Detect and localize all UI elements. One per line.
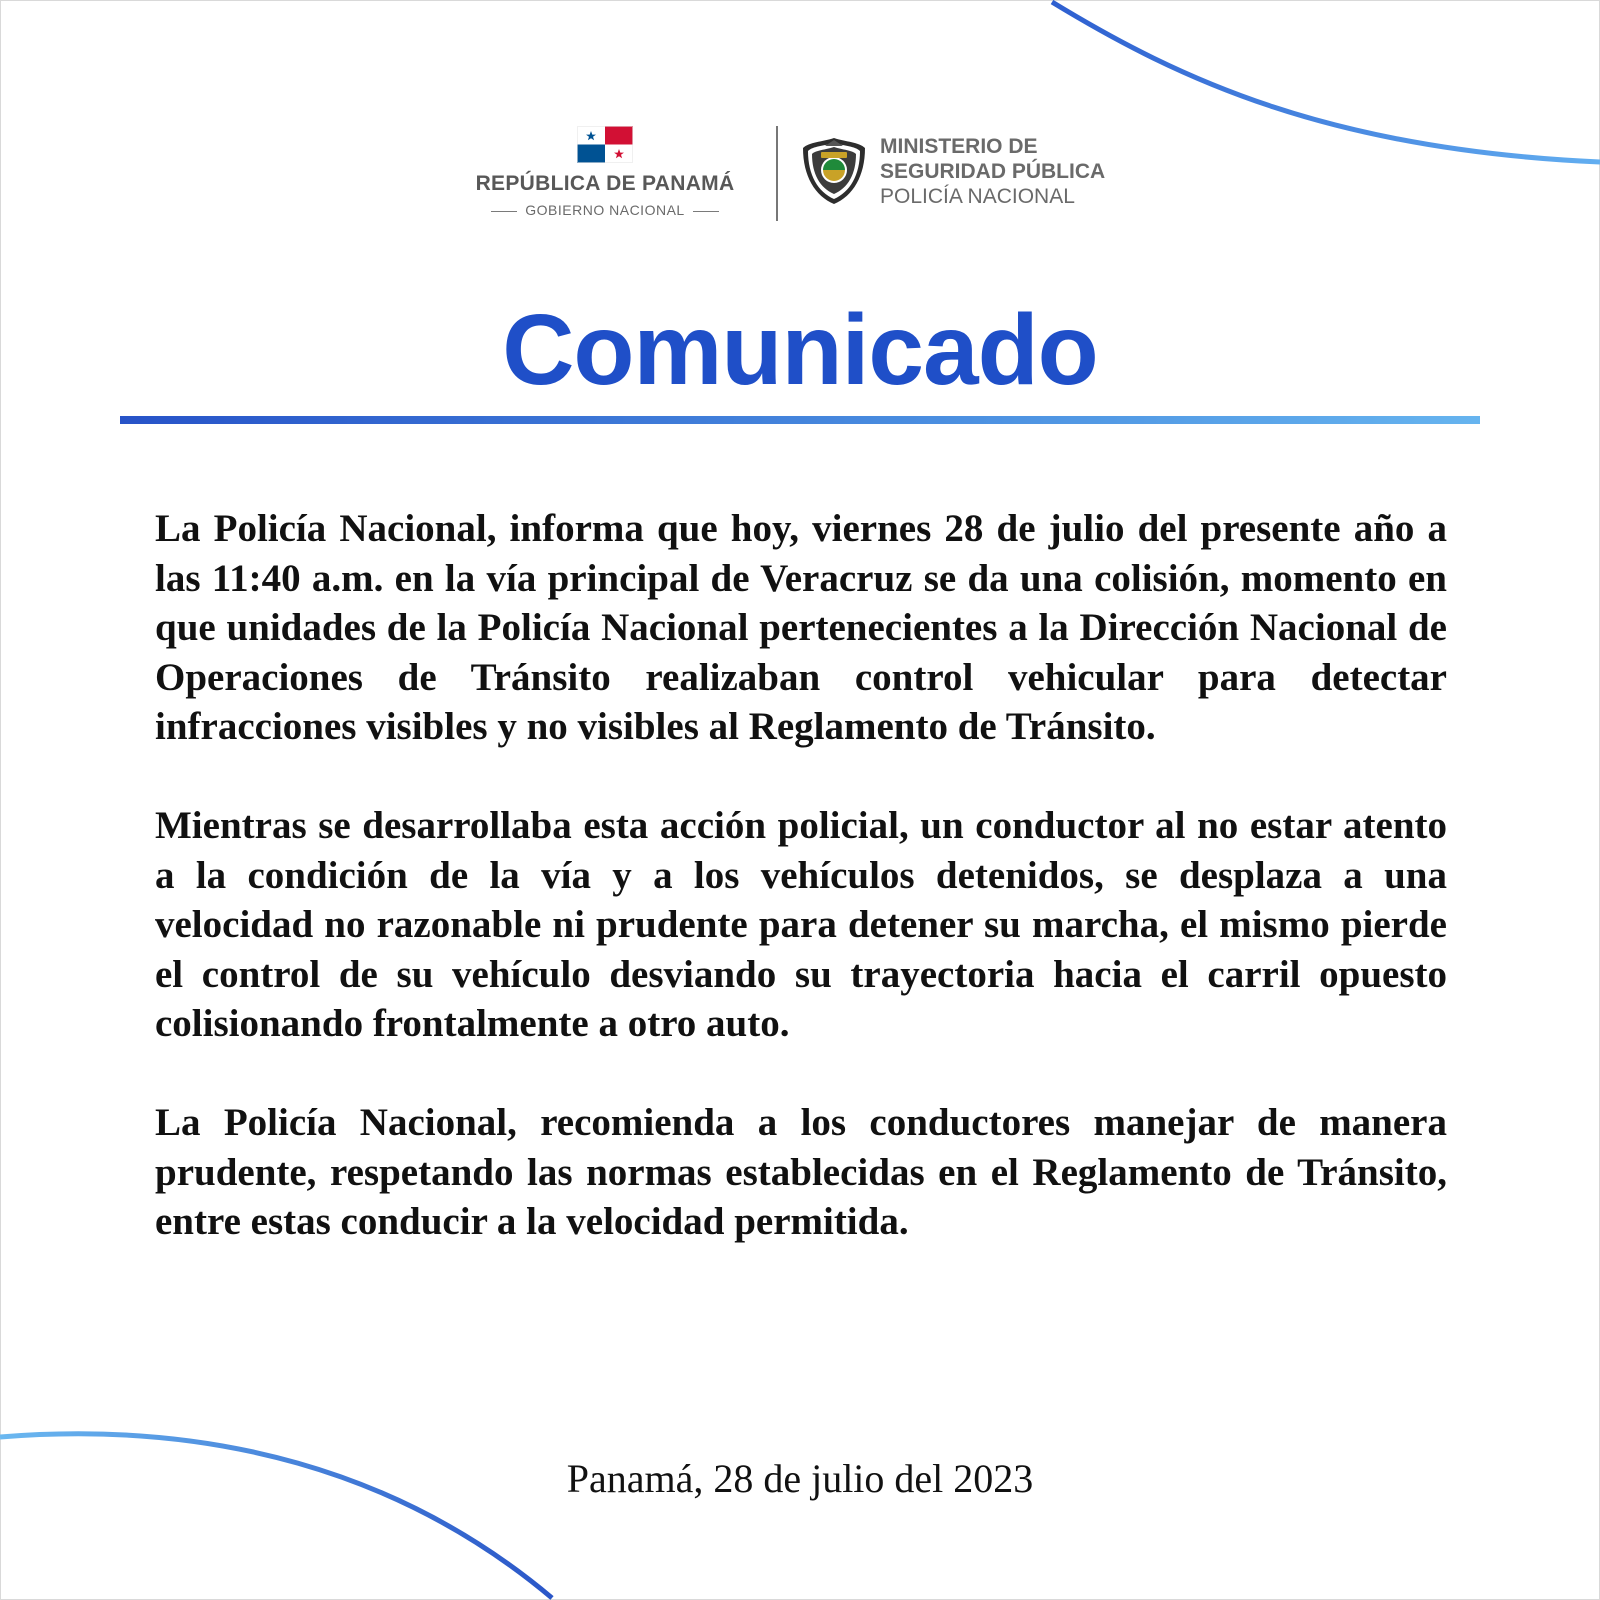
paragraph-3: La Policía Nacional, recomienda a los conductores manejar de manera prudente, respetando las normas establecidas en el Reglamento de Tránsito, entre estas conducir a la velocidad permitida.	[155, 1101, 1447, 1243]
dash-right	[693, 211, 719, 212]
gov-name: REPÚBLICA DE PANAMÁ	[475, 172, 735, 195]
paragraph-2: Mientras se desarrollaba esta acción policial, un conductor al no estar atento a la condición de la vía y a los vehículos detenidos, se desplaza a una velocidad no razonable ni prudente para detener su marcha, el mismo pierde el control de su vehículo desviando su trayectoria hacia el carril opuesto colisionando frontalmente a otro auto.	[155, 804, 1447, 1045]
place-date: Panamá, 28 de julio del 2023	[566, 1456, 1034, 1501]
header-divider	[776, 126, 778, 221]
ministry-line-3: POLICÍA NACIONAL	[880, 185, 1075, 208]
gobierno-nacional-logo	[470, 120, 750, 220]
communique-body	[155, 504, 1447, 1296]
panama-flag-icon	[577, 126, 633, 163]
ministry-line-1: MINISTERIO DE	[880, 135, 1038, 158]
gov-subtitle	[470, 202, 740, 218]
paragraph-1: La Policía Nacional, informa que hoy, viernes 28 de julio del presente año a las 11:40 a.m. en la vía principal de Veracruz se da una colisión, momento en que unidades de la Policía Nacional pertenecientes a la Dirección Nacional de Operaciones de Tránsito realizaban control vehicular para detectar infracciones visibles y no visibles al Reglamento de Tránsito.	[155, 507, 1447, 748]
page-title: Comunicado	[502, 294, 1098, 406]
gov-subtitle-text: GOBIERNO NACIONAL	[525, 202, 685, 218]
police-shield-icon	[801, 136, 867, 206]
ministry-line-2: SEGURIDAD PÚBLICA	[880, 160, 1106, 183]
title-underline	[120, 416, 1480, 424]
dash-left	[491, 211, 517, 212]
top-right-curve	[1052, 2, 1600, 162]
ministry-name	[880, 134, 1105, 209]
